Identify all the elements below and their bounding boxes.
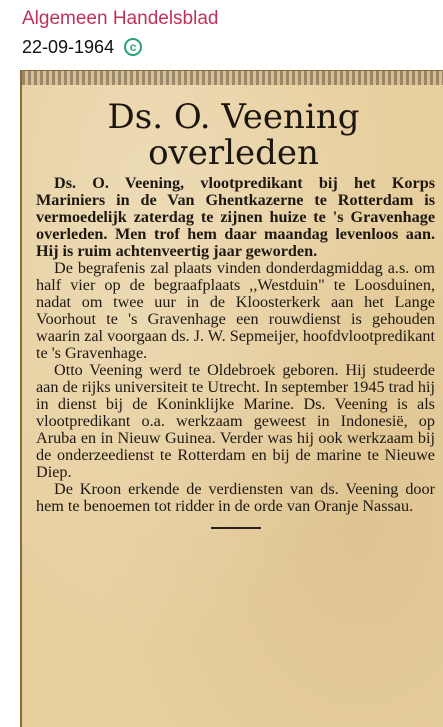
newspaper-source-link[interactable]: Algemeen Handelsblad bbox=[22, 8, 219, 29]
creative-commons-icon[interactable]: c bbox=[124, 38, 142, 56]
headline-line-2: overleden bbox=[148, 133, 319, 173]
article-headline bbox=[22, 99, 443, 171]
newspaper-clipping bbox=[20, 70, 443, 727]
article-paragraph-1: De begrafenis zal plaats vinden donderdagmiddag a.s. om half vier op de begraafplaats ,,Westduin" te Loosduinen, nadat om twee uur in de Kloosterkerk aan het Lange Voorhout te 's Gravenhage een rouwdienst is gehouden waarin zal voorgaan ds. J. W. Sepmeijer, hoofdvlootpredikant te 's Gravenhage. bbox=[36, 259, 435, 362]
end-rule bbox=[211, 527, 261, 529]
torn-top-edge bbox=[22, 71, 443, 85]
publication-date: 22-09-1964 bbox=[22, 37, 115, 57]
headline-line-1: Ds. O. Veening bbox=[107, 97, 360, 137]
article-paragraph-3: De Kroon erkende de verdiensten van ds. Veening door hem te benoemen tot ridder in de orde van Oranje Nassau. bbox=[36, 480, 435, 515]
dateline bbox=[22, 35, 218, 59]
article-paragraph-2: Otto Veening werd te Oldebroek geboren. Hij studeerde aan de rijks universiteit te Utrecht. In september 1945 trad hij in dienst bij de Koninklijke Marine. Ds. Veening is als vlootpredikant o.a. werkzaam geweest in Indonesië, op Aruba en in Nieuw Guinea. Verder was hij ook werkzaam bij de onderzeedienst te Rotterdam en bij de marine te Nieuwe Diep. bbox=[36, 361, 435, 481]
article-body bbox=[22, 175, 443, 529]
clipping-header bbox=[22, 6, 218, 59]
article-lead: Ds. O. Veening, vlootpredikant bij het Korps Mariniers in de Van Ghentkazerne te Rotterdam is vermoedelijk zaterdag te zijnen huize te 's Gravenhage overleden. Men trof hem daar maandag levenloos aan. Hij is ruim achtenveertig jaar geworden. bbox=[36, 174, 435, 260]
